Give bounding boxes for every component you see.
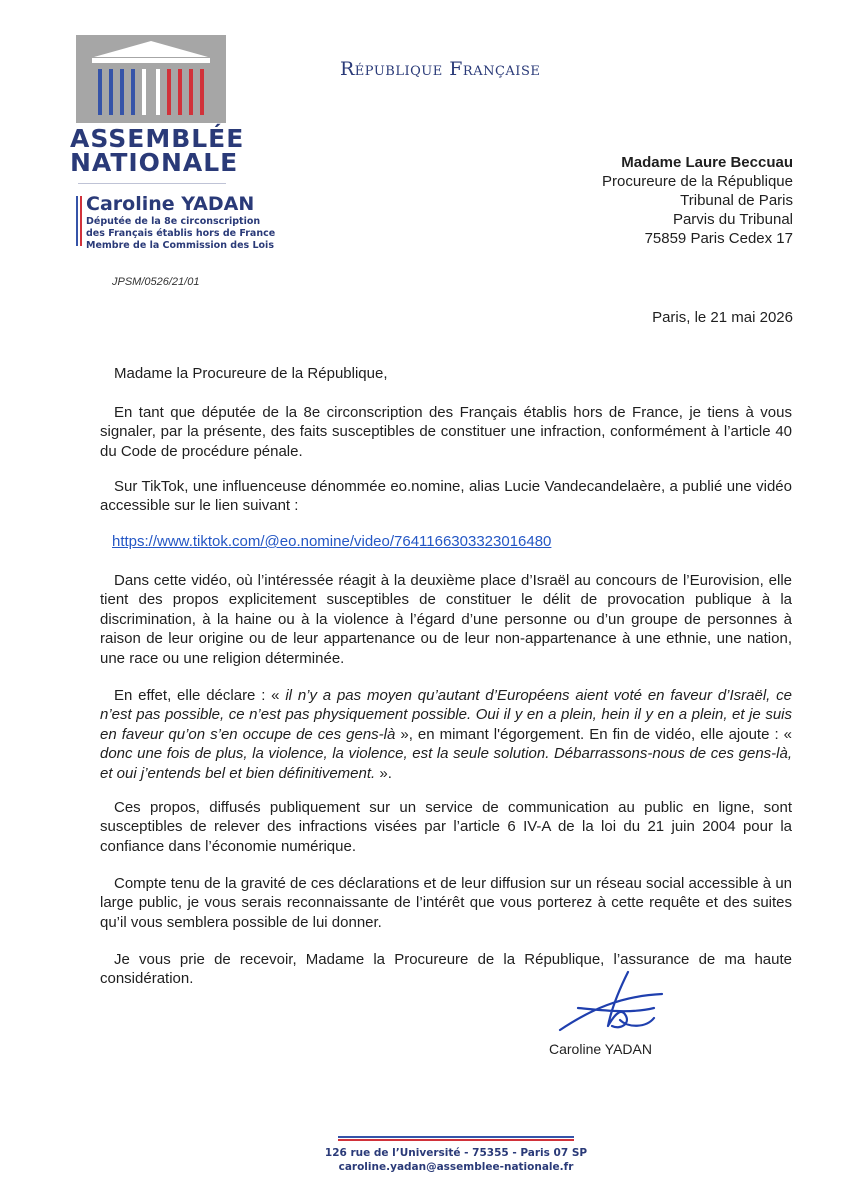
paragraph-7-text: Je vous prie de recevoir, Madame la Procureure de la République, l’assurance de ma haute considération.: [100, 951, 792, 988]
p4-intro: En effet, elle déclare : «: [114, 687, 286, 704]
assemblee-logo: [76, 35, 226, 123]
footer-address: 126 rue de l’Université - 75355 - Paris 07 SP: [324, 1147, 588, 1159]
logo-word-nationale: NATIONALE: [70, 148, 239, 177]
footer-stripe-blue: [338, 1136, 574, 1138]
paragraph-2-text: Sur TikTok, une influenceuse dénommée eo.nomine, alias Lucie Vandecandelaère, a publié une vidéo accessible sur le lien suivant :: [100, 478, 792, 515]
hemicycle-icon: [76, 35, 226, 123]
p4-quote-1: il n’y a pas moyen qu’autant d’Européens aient voté en faveur d’Israël, ce n’est pas possible, ce n’est pas physiquement possible. Oui il y en a plein, hein il y en a plein, et je suis en faveur qu’on s’en occupe de ces gens-là: [100, 687, 792, 743]
paragraph-3: [100, 571, 792, 668]
p4-end: ».: [375, 764, 392, 782]
paragraph-2: [100, 477, 792, 516]
addressee-name: Madame Laure Beccuau: [621, 154, 793, 171]
tricolor-bars-icon: [76, 196, 82, 246]
paragraph-5-text: Ces propos, diffusés publiquement sur un service de communication au public en ligne, sont susceptibles de relever des infractions visées par l’article 6 IV-A de la loi du 21 juin 2004 pour la confiance dans l’économie numérique.: [100, 799, 792, 855]
republique-francaise-heading: République Française: [340, 58, 541, 80]
paragraph-6-text: Compte tenu de la gravité de ces déclarations et de leur diffusion sur un réseau social accessible à un large public, je vous serais reconnaissante de l’intérêt que vous porterez à cette requête et des suites qu’il vous semblera possible de lui donner.: [100, 875, 792, 931]
paragraph-5: [100, 798, 792, 856]
addressee-street: Parvis du Tribunal: [672, 211, 793, 228]
paragraph-3-text: Dans cette vidéo, où l’intéressée réagit à la deuxième place d’Israël au concours de l’Eurovision, elle tient des propos explicitement susceptibles de constituer le délit de provocation publique à la discrimination, à la haine ou à la violence à l’égard d’une personne ou d’un groupe de personnes à raison de leur origine ou de leur appartenance ou de leur non-appartenance à une ethnie, une nation, une race ou une religion déterminée.: [100, 572, 792, 667]
logo-divider: [78, 183, 226, 184]
paragraph-6: [100, 874, 792, 932]
addressee-court: Tribunal de Paris: [680, 192, 793, 209]
deputy-title: Députée de la 8e circonscription: [86, 216, 261, 227]
logo-word-assemblee: ASSEMBLÉE: [70, 124, 245, 153]
p4-middle: », en mimant l'égorgement. En fin de vidéo, elle ajoute : «: [395, 725, 792, 743]
deputy-commission: Membre de la Commission des Lois: [86, 240, 274, 251]
paragraph-4-text: [100, 686, 792, 783]
footer-stripe-red: [338, 1139, 574, 1141]
footer-email: caroline.yadan@assemblee-nationale.fr: [338, 1161, 574, 1173]
letter-date: Paris, le 21 mai 2026: [652, 309, 793, 326]
addressee-city: 75859 Paris Cedex 17: [644, 230, 793, 247]
salutation: [100, 364, 792, 383]
reference-number: JPSM/0526/21/01: [112, 276, 200, 288]
paragraph-4: [100, 686, 792, 783]
signer-name: Caroline YADAN: [549, 1041, 652, 1057]
deputy-name: Caroline YADAN: [86, 193, 255, 215]
salutation-text: Madame la Procureure de la République,: [114, 365, 388, 382]
p4-quote-2: donc une fois de plus, la violence, la violence, est la seule solution. Débarrassons-nous de ces gens-là, et oui j’entends bel et bien définitivement.: [100, 745, 792, 782]
addressee-block: [602, 153, 793, 248]
tiktok-video-link[interactable]: https://www.tiktok.com/@eo.nomine/video/7641166303323016480: [112, 533, 552, 550]
handwritten-signature: [550, 968, 670, 1038]
deputy-constituency: des Français établis hors de France: [86, 228, 276, 239]
paragraph-7: [100, 950, 792, 989]
paragraph-1-text: En tant que députée de la 8e circonscription des Français établis hors de France, je tiens à vous signaler, par la présente, des faits susceptibles de constituer une infraction, conformément à l’article 40 du Code de procédure pénale.: [100, 404, 792, 460]
paragraph-1: [100, 403, 792, 461]
addressee-title: Procureure de la République: [602, 173, 793, 190]
